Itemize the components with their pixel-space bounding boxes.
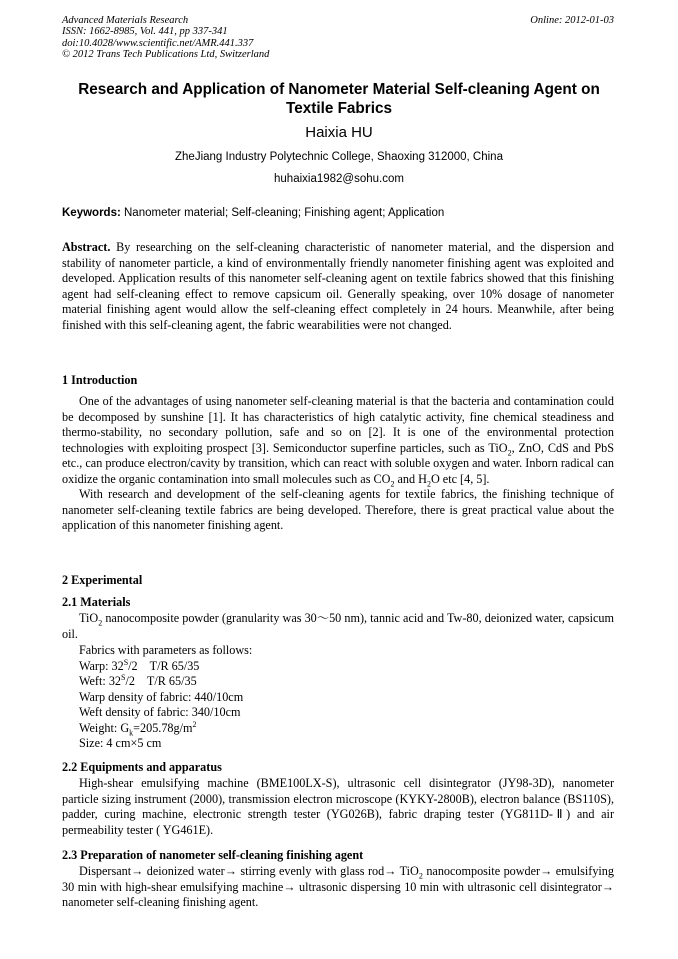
prep-text-a: Dispersant→ deionized water→ stirring evenly with glass rod→ TiO: [79, 864, 419, 878]
journal-name: Advanced Materials Research: [62, 15, 189, 26]
section-heading-experimental: 2 Experimental: [62, 573, 143, 587]
intro-p1-text-d: O etc [4, 5].: [430, 471, 490, 486]
author-email: huhaixia1982@sohu.com: [274, 173, 404, 185]
online-date: Online: 2012-01-03: [530, 15, 614, 26]
warp-ratio: /2 T/R 65/35: [128, 658, 200, 673]
subsection-heading-materials: 2.1 Materials: [62, 595, 131, 609]
weft-ratio: /2 T/R 65/35: [125, 674, 197, 688]
intro-p1-text-c: and H: [394, 471, 427, 486]
preparation-text: [62, 864, 614, 911]
materials-text: [62, 611, 614, 642]
warp-text: Warp: 32: [79, 658, 124, 673]
fabric-weight: [79, 721, 252, 737]
fabric-weft: [79, 674, 252, 690]
superscript: S: [121, 672, 126, 682]
fabric-warp: [79, 659, 252, 675]
subscript: 2: [98, 618, 103, 628]
intro-paragraph-2: With research and development of the self-cleaning agents for textile fabrics, the finishing technique of nanometer self-cleaning textile fabrics are being developed. Therefore, there is great practical value about the application of this nanometer finishing agent.: [62, 487, 614, 532]
fabric-weft-density: Weft density of fabric: 340/10cm: [79, 705, 241, 719]
paper-title: Research and Application of Nanometer Material Self-cleaning Agent on Textile Fabrics: [78, 81, 600, 117]
weft-text: Weft: 32: [79, 674, 122, 688]
equipments-paragraph: [62, 776, 614, 838]
subscript: 2: [426, 478, 431, 488]
introduction-body: [62, 394, 614, 534]
fabric-parameter-list: [79, 643, 252, 752]
superscript: 2: [192, 719, 197, 729]
doi: doi:10.4028/www.scientific.net/AMR.441.337: [62, 37, 254, 49]
intro-paragraph-1: [62, 394, 614, 487]
subscript: 2: [507, 447, 512, 457]
prep-text-b: nanocomposite powder→ emulsifying 30 min with high-shear emulsifying machine→ ultrasonic dispersing 10 min with ultrasonic cell disintegrator→ nanometer self-cleaning finishing agent.: [62, 864, 614, 909]
copyright: © 2012 Trans Tech Publications Ltd, Switzerland: [62, 49, 270, 61]
affiliation: ZheJiang Industry Polytechnic College, Shaoxing 312000, China: [175, 151, 503, 163]
abstract-text: By researching on the self-cleaning characteristic of nanometer material, and the dispersion and stability of nanometer particle, a kind of environmentally friendly nanometer finishing agent was exploited and developed. Application results of this nanometer self-cleaning agent on textile fabrics showed that this finishing agent had self-cleaning effect to remove capsicum oil. Generally speaking, over 10% dosage of nanometer material finishing agent would allow the self-cleaning effect completely in 24 hours. Meanwhile, after being finished with this self-cleaning agent, the fabric wearabilities were not changed.: [62, 240, 614, 332]
subsection-heading-preparation: 2.3 Preparation of nanometer self-cleaning finishing agent: [62, 848, 364, 862]
superscript: S: [123, 657, 129, 667]
keywords-label: Keywords:: [62, 207, 121, 219]
subscript: 2: [390, 478, 395, 488]
subscript: 2: [418, 871, 423, 881]
publication-info: [62, 15, 269, 61]
materials-text-b: nanocomposite powder (granularity was 30～50 nm), tannic acid and Tw-80, deionized water, capsicum oil.: [62, 611, 614, 641]
subsection-heading-equipments: 2.2 Equipments and apparatus: [62, 760, 222, 774]
subscript: k: [129, 727, 134, 737]
weight-value: =205.78g/m: [133, 720, 193, 735]
abstract-label: Abstract.: [62, 240, 111, 254]
preparation-paragraph: [62, 864, 614, 911]
issn: ISSN: 1662-8985, Vol. 441, pp 337-341: [62, 26, 228, 38]
fabric-warp-density: Warp density of fabric: 440/10cm: [79, 689, 244, 704]
author-name: Haixia HU: [305, 124, 373, 141]
fabric-size: Size: 4 cm×5 cm: [79, 736, 162, 750]
intro-p1-text-a: One of the advantages of using nanometer self-cleaning material is that the bacteria and contamination could be decomposed by sunshine [1]. It has characteristics of high catalytic activity, fine chemical steadiness and thermo-stability, no secondary pollution, safe and so on [2]. It is one of the environmental protection technologies with exploiting prospect [3]. Semiconductor superfine particles, such as TiO: [62, 394, 614, 455]
abstract: [62, 240, 614, 333]
fabric-list-intro: Fabrics with parameters as follows:: [79, 643, 253, 657]
materials-text-a: TiO: [79, 611, 99, 625]
weight-text: Weight: G: [79, 720, 130, 735]
section-heading-introduction: 1 Introduction: [62, 373, 138, 387]
keywords-text: Nanometer material; Self-cleaning; Finishing agent; Application: [124, 207, 445, 219]
equipments-text: High-shear emulsifying machine (BME100LX-S), ultrasonic cell disintegrator (JY98-3D), nanometer particle sizing instrument (2000), transmission electron microscope (KYKY-2800B), electron balance (BS110S), padder, curing machine, electronic strength tester (YG026B), fabric draping tester (YG811D-Ⅱ) and air permeability tester ( YG461E).: [62, 776, 614, 837]
materials-paragraph: [62, 611, 614, 642]
keywords: [62, 206, 616, 220]
intro-p1-text-b: , ZnO, CdS and PbS etc., can produce electron/cavity by transition, which can react with soluble oxygen and water. Inborn radical can oxidize the organic contamination into small molecules such as CO: [62, 440, 614, 486]
